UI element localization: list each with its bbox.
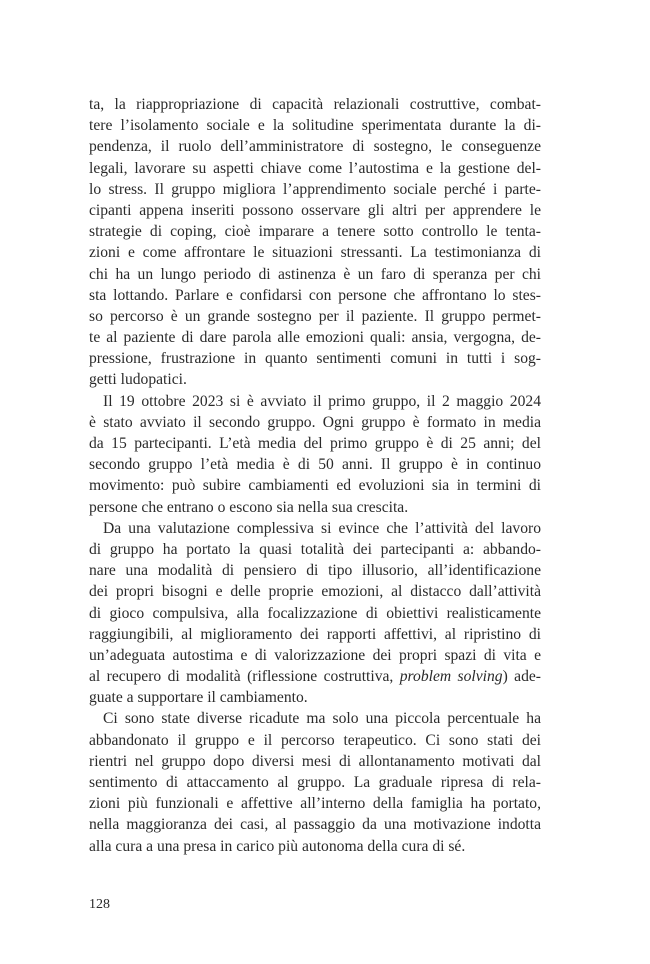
text-line: nella maggioranza dei casi, al passaggio da una motivazione indotta xyxy=(89,816,541,834)
text-line: strategie di coping, cioè imparare a tenere sotto controllo le tenta- xyxy=(89,223,541,241)
text-fragment: al recupero di modalità (riflessione costruttiva, xyxy=(89,668,400,686)
text-line: abbandonato il gruppo e il percorso terapeutico. Ci sono stati dei xyxy=(89,731,541,749)
text-line: di gioco compulsiva, alla focalizzazione di obiettivi realisticamente xyxy=(89,604,541,622)
text-line: guate a supportare il cambiamento. xyxy=(89,689,308,707)
text-fragment: ) ade- xyxy=(502,668,541,686)
text-line: pendenza, il ruolo dell’amministratore di sostegno, le conseguenze xyxy=(89,138,541,156)
text-line: legali, lavorare su aspetti chiave come l’autostima e la gestione del- xyxy=(89,159,541,177)
text-line xyxy=(89,666,541,687)
paragraph-2 xyxy=(89,391,541,518)
text-line: persone che entrano o escono sia nella sua crescita. xyxy=(89,498,409,516)
text-line: pressione, frustrazione in quanto sentimenti comuni in tutti i sog- xyxy=(89,350,541,368)
text-line: raggiungibili, al miglioramento dei rapporti affettivi, al ripristino di xyxy=(89,625,541,643)
text-line: chi ha un lungo periodo di astinenza è un faro di speranza per chi xyxy=(89,265,541,283)
body-text xyxy=(89,94,541,857)
text-line: è stato avviato il secondo gruppo. Ogni gruppo è formato in media xyxy=(89,413,541,431)
text-line: secondo gruppo l’età media è di 50 anni. Il gruppo è in continuo xyxy=(89,456,541,474)
text-line: nare una modalità di pensiero di tipo illusorio, all’identificazione xyxy=(89,562,541,580)
text-line: sentimento di attaccamento al gruppo. La graduale ripresa di rela- xyxy=(89,774,541,791)
text-line: un’adeguata autostima e di valorizzazione dei propri spazi di vita e xyxy=(89,646,541,664)
text-line: zioni e come affrontare le situazioni stressanti. La testimonianza di xyxy=(89,244,541,262)
text-line: dei propri bisogni e delle proprie emozioni, al distacco dall’attività xyxy=(89,583,541,601)
text-line: Il 19 ottobre 2023 si è avviato il primo gruppo, il 2 maggio 2024 xyxy=(103,392,541,410)
text-line: cipanti appena inseriti possono osservare gli altri per apprendere le xyxy=(89,201,541,219)
text-line: di gruppo ha portato la quasi totalità dei partecipanti a: abbando- xyxy=(89,540,541,558)
text-line: tere l’isolamento sociale e la solitudine sperimentata durante la di- xyxy=(89,117,541,135)
text-line: Da una valutazione complessiva si evince che l’attività del lavoro xyxy=(103,519,541,537)
paragraph-3 xyxy=(89,518,541,709)
text-line: da 15 partecipanti. L’età media del primo gruppo è di 25 anni; del xyxy=(89,435,541,452)
text-line: lo stress. Il gruppo migliora l’apprendimento sociale perché i parte- xyxy=(89,180,541,198)
text-line: rientri nel gruppo dopo diversi mesi di allontanamento motivati dal xyxy=(89,752,541,770)
paragraph-1 xyxy=(89,94,541,391)
text-line: te al paziente di dare parola alle emozioni quali: ansia, vergogna, de- xyxy=(89,329,541,347)
text-line: ta, la riappropriazione di capacità relazionali costruttive, combat- xyxy=(89,96,541,113)
text-line: alla cura a una presa in carico più autonoma della cura di sé. xyxy=(89,837,466,855)
text-line: getti ludopatici. xyxy=(89,371,187,389)
text-line: so percorso è un grande sostegno per il paziente. Il gruppo permet- xyxy=(89,307,541,325)
italic-term: problem solving xyxy=(399,668,503,686)
page-number: 128 xyxy=(89,897,110,912)
text-line: Ci sono state diverse ricadute ma solo una piccola percentuale ha xyxy=(103,710,541,728)
paragraph-4 xyxy=(89,708,541,856)
text-line: sta lottando. Parlare e confidarsi con persone che affrontano lo stes- xyxy=(89,286,541,304)
text-line: movimento: può subire cambiamenti ed evoluzioni sia in termini di xyxy=(89,477,541,495)
text-line: zioni più funzionali e affettive all’interno della famiglia ha portato, xyxy=(89,795,541,813)
